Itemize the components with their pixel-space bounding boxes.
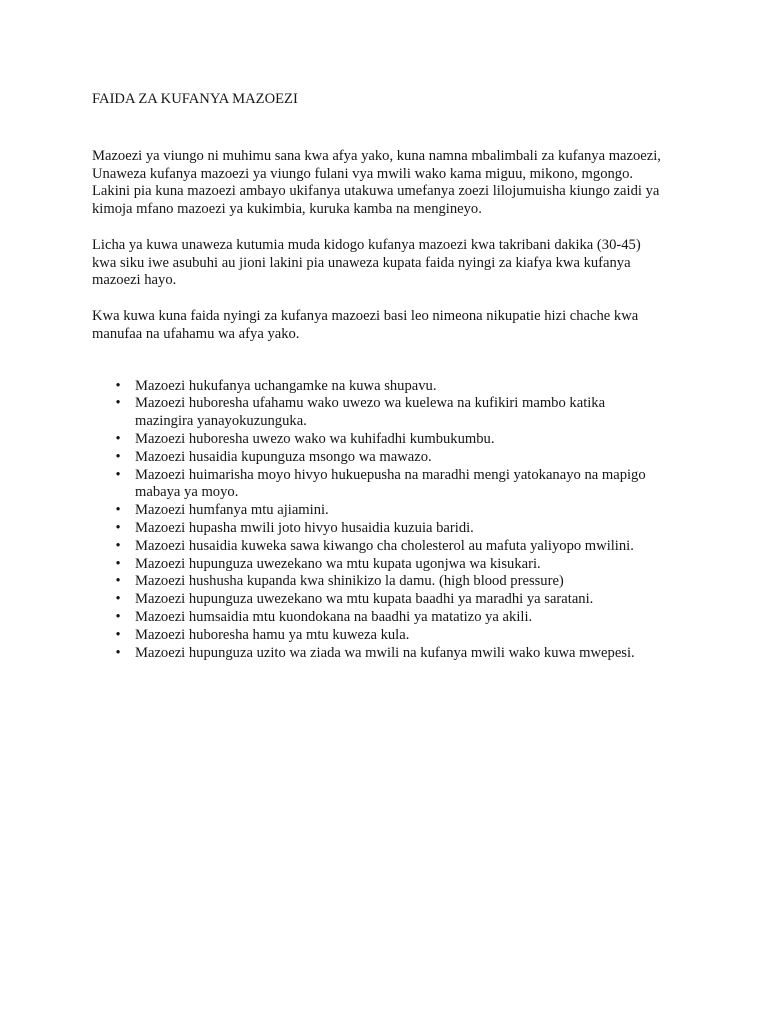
list-item-line: Mazoezi hupunguza uwezekano wa mtu kupata baadhi ya maradhi ya saratani.: [135, 591, 594, 608]
list-item-line: Mazoezi huimarisha moyo hivyo hukuepusha na maradhi mengi yatokanayo na mapigo: [135, 466, 646, 483]
bullet-icon: •: [115, 644, 121, 661]
bullet-icon: •: [115, 466, 121, 483]
paragraph-line: Lakini pia kuna mazoezi ambayo ukifanya utakuwa umefanya zoezi lilojumuisha kiungo zaidi ya: [92, 183, 660, 200]
paragraph: [92, 237, 768, 290]
list-item: [92, 609, 768, 627]
paragraph-line: kwa siku iwe asubuhi au jioni lakini pia unaweza kupata faida nyingi za kiafya kwa kufanya: [92, 254, 631, 271]
list-item-line: Mazoezi hushusha kupanda kwa shinikizo la damu. (high blood pressure): [135, 573, 564, 590]
bullet-icon: •: [115, 395, 121, 412]
list-item-line: mazingira yanayokuzunguka.: [135, 413, 307, 430]
list-item-line: Mazoezi husaidia kupunguza msongo wa mawazo.: [135, 448, 432, 465]
list-item-line: Mazoezi huboresha uwezo wako wa kuhifadhi kumbukumbu.: [135, 430, 495, 447]
list-item: [92, 449, 768, 467]
paragraph-line: Kwa kuwa kuna faida nyingi za kufanya mazoezi basi leo nimeona nikupatie hizi chache kwa: [92, 307, 639, 324]
paragraph-line: manufaa na ufahamu wa afya yako.: [92, 325, 300, 342]
list-item-line: Mazoezi hupunguza uzito wa ziada wa mwili na kufanya mwili wako kuwa mwepesi.: [135, 644, 635, 661]
paragraph-line: Mazoezi ya viungo ni muhimu sana kwa afya yako, kuna namna mbalimbali za kufanya mazoezi,: [92, 147, 661, 164]
list-item-line: Mazoezi huboresha hamu ya mtu kuweza kula.: [135, 626, 410, 643]
bullet-icon: •: [115, 591, 121, 608]
paragraph: [92, 148, 768, 219]
bullet-icon: •: [115, 608, 121, 625]
list-item: [92, 591, 768, 609]
paragraph: [92, 308, 768, 344]
list-item-line: Mazoezi huboresha ufahamu wako uwezo wa kuelewa na kufikiri mambo katika: [135, 395, 606, 412]
list-item: [92, 556, 768, 574]
body-paragraphs: [92, 148, 768, 344]
list-item-line: mabaya ya moyo.: [135, 484, 239, 501]
list-item-line: Mazoezi humsaidia mtu kuondokana na baadhi ya matatizo ya akili.: [135, 608, 533, 625]
list-item: [92, 538, 768, 556]
list-item-line: Mazoezi husaidia kuweka sawa kiwango cha cholesterol au mafuta yaliyopo mwilini.: [135, 537, 634, 554]
bullet-icon: •: [115, 502, 121, 519]
benefits-list: [92, 378, 768, 663]
bullet-icon: •: [115, 537, 121, 554]
list-item: [92, 645, 768, 663]
document-title: FAIDA ZA KUFANYA MAZOEZI: [92, 91, 298, 107]
list-item: [92, 467, 768, 503]
paragraph-line: mazoezi hayo.: [92, 272, 177, 289]
paragraph-line: Unaweza kufanya mazoezi ya viungo fulani vya mwili wako kama miguu, mikono, mgongo.: [92, 165, 634, 182]
bullet-icon: •: [115, 555, 121, 572]
bullet-icon: •: [115, 626, 121, 643]
paragraph-line: kimoja mfano mazoezi ya kukimbia, kuruka kamba na mengineyo.: [92, 201, 482, 218]
list-item: [92, 378, 768, 396]
bullet-icon: •: [115, 448, 121, 465]
list-item: [92, 627, 768, 645]
list-item: [92, 395, 768, 431]
list-item: [92, 520, 768, 538]
list-item: [92, 573, 768, 591]
list-item: [92, 502, 768, 520]
list-item-line: Mazoezi hukufanya uchangamke na kuwa shupavu.: [135, 377, 437, 394]
bullet-icon: •: [115, 377, 121, 394]
list-item-line: Mazoezi humfanya mtu ajiamini.: [135, 502, 329, 519]
bullet-icon: •: [115, 519, 121, 536]
list-item-line: Mazoezi hupunguza uwezekano wa mtu kupata ugonjwa wa kisukari.: [135, 555, 541, 572]
paragraph-line: Licha ya kuwa unaweza kutumia muda kidogo kufanya mazoezi kwa takribani dakika (30-45): [92, 236, 641, 253]
bullet-icon: •: [115, 573, 121, 590]
list-item-line: Mazoezi hupasha mwili joto hivyo husaidia kuzuia baridi.: [135, 519, 474, 536]
list-item: [92, 431, 768, 449]
bullet-icon: •: [115, 430, 121, 447]
